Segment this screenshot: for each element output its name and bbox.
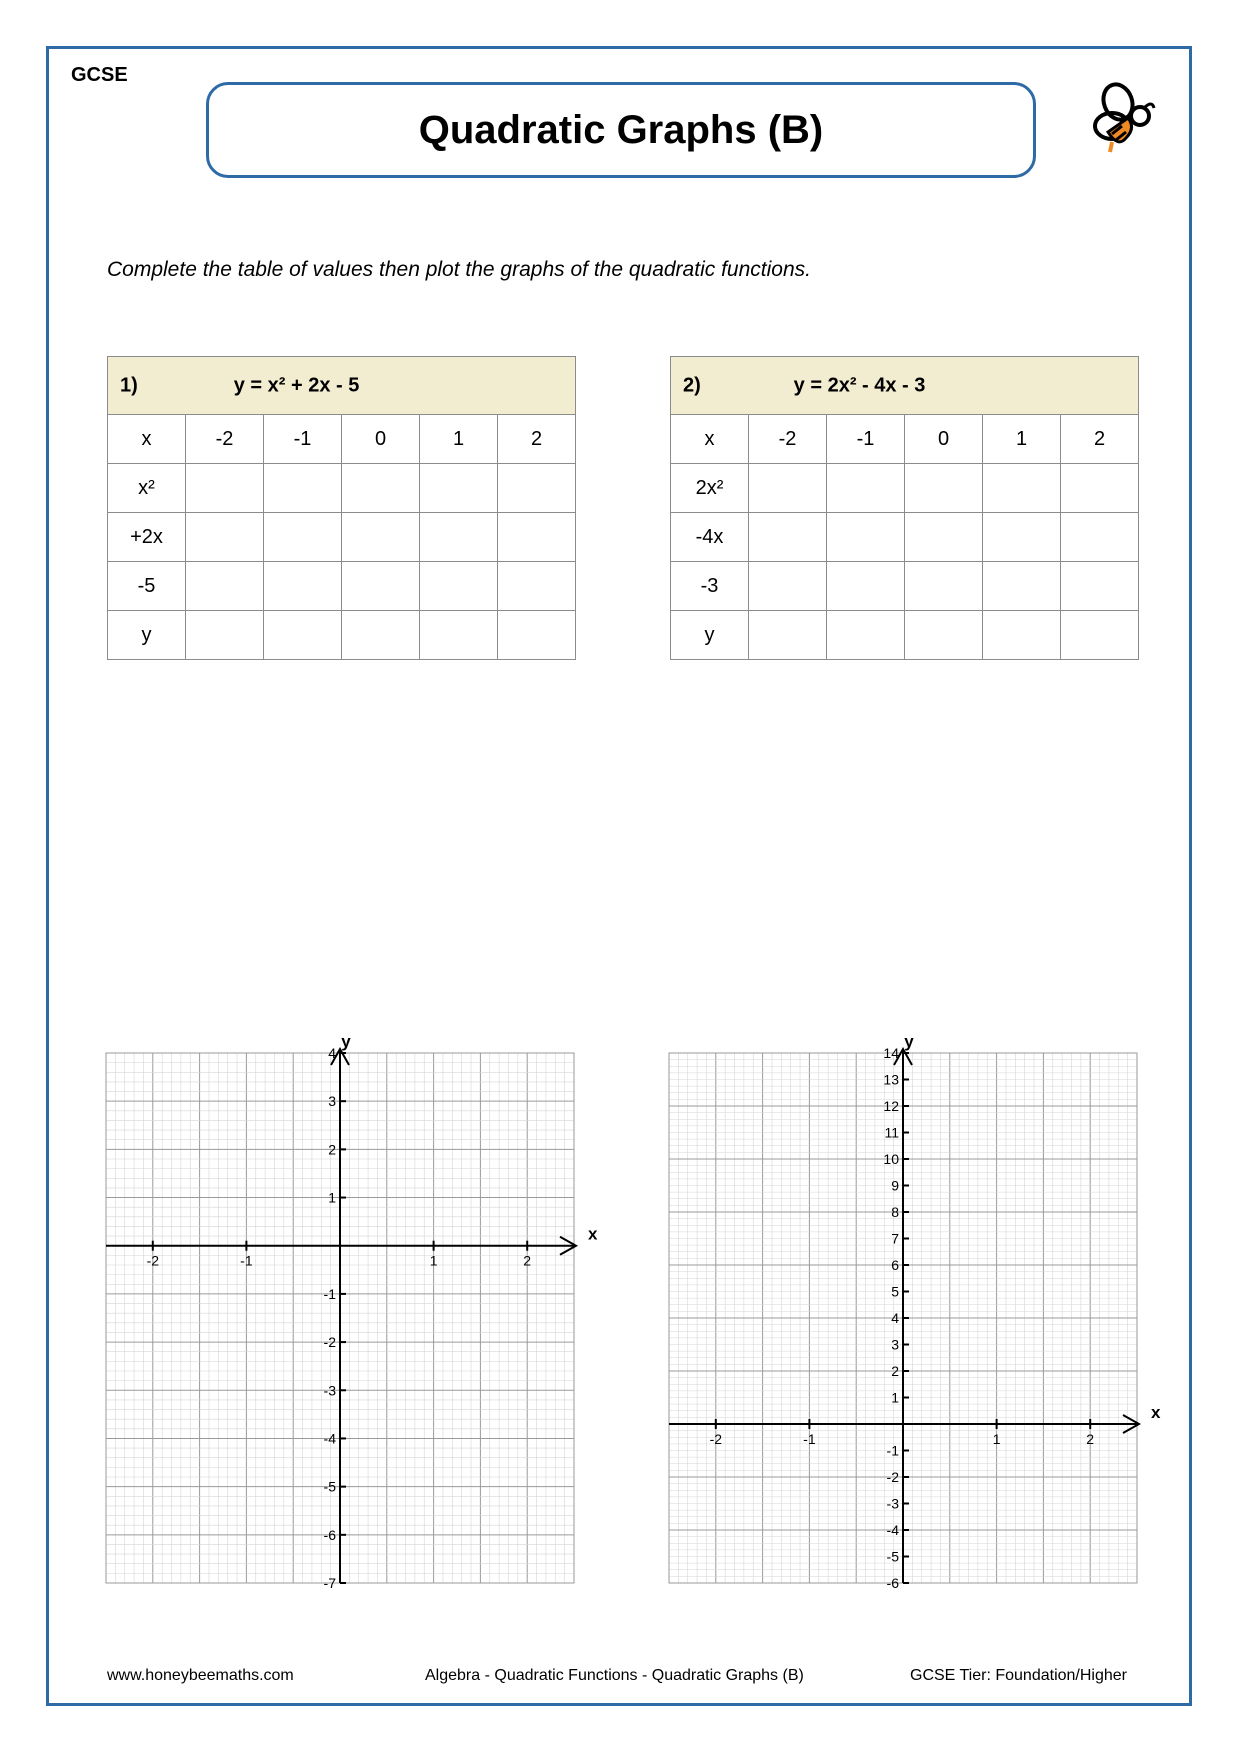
question-number: 1) (120, 374, 138, 396)
answer-cell[interactable] (420, 611, 498, 660)
y-tick-label: 2 (891, 1363, 899, 1379)
answer-cell[interactable] (905, 611, 983, 660)
answer-cell[interactable] (342, 611, 420, 660)
y-tick-label: 3 (328, 1093, 336, 1110)
answer-cell[interactable] (827, 611, 905, 660)
answer-cell[interactable] (827, 562, 905, 611)
y-tick-label: -5 (886, 1548, 899, 1565)
y-tick-label: 9 (891, 1177, 899, 1194)
table-of-values-1 (107, 356, 576, 660)
answer-cell[interactable] (264, 513, 342, 562)
question-number: 2) (683, 374, 701, 396)
answer-cell[interactable] (186, 611, 264, 660)
row-label: y (671, 611, 749, 660)
answer-cell[interactable] (827, 464, 905, 513)
row-label: -5 (108, 562, 186, 611)
answer-cell[interactable] (342, 464, 420, 513)
row-label: -4x (671, 513, 749, 562)
x-tick-label: -2 (709, 1431, 723, 1447)
bee-logo-icon (1088, 80, 1158, 156)
y-tick-label: -3 (323, 1382, 336, 1399)
table-header-row (671, 357, 1139, 415)
instructions: Complete the table of values then plot the graphs of the quadratic functions. (107, 258, 811, 281)
tier-tag: GCSE (71, 64, 128, 86)
y-tick-label: 5 (891, 1283, 899, 1300)
y-tick-label: -4 (323, 1430, 336, 1447)
x-axis-label: x (588, 1224, 598, 1244)
x-tick-label: 1 (429, 1252, 438, 1269)
row-label: x (671, 415, 749, 464)
answer-cell[interactable] (420, 562, 498, 611)
row-label: x² (108, 464, 186, 513)
answer-cell[interactable] (983, 562, 1061, 611)
y-tick-label: 11 (884, 1124, 899, 1141)
y-tick-label: -6 (323, 1526, 336, 1543)
answer-cell[interactable] (905, 562, 983, 611)
x-tick-label: 2 (523, 1252, 532, 1269)
y-tick-label: -4 (886, 1522, 899, 1538)
table-row (108, 611, 576, 660)
y-tick-label: -2 (886, 1469, 899, 1485)
y-axis-label: y (904, 1032, 914, 1051)
x-value: -1 (827, 415, 905, 464)
answer-cell[interactable] (420, 464, 498, 513)
y-tick-label: 7 (891, 1230, 899, 1247)
x-value: 0 (342, 415, 420, 464)
answer-cell[interactable] (186, 464, 264, 513)
row-label: y (108, 611, 186, 660)
answer-cell[interactable] (498, 513, 576, 562)
y-tick-label: 8 (891, 1204, 899, 1220)
y-tick-label: 10 (883, 1151, 899, 1167)
y-tick-label: -5 (323, 1478, 336, 1495)
answer-cell[interactable] (498, 562, 576, 611)
y-tick-label: -1 (323, 1285, 336, 1302)
table-header (108, 357, 576, 415)
y-tick-label: 12 (883, 1098, 899, 1114)
answer-cell[interactable] (186, 513, 264, 562)
y-tick-label: 14 (883, 1045, 899, 1061)
answer-cell[interactable] (498, 611, 576, 660)
table-row (108, 464, 576, 513)
x-tick-label: -1 (240, 1252, 253, 1269)
table-row-x (108, 415, 576, 464)
y-tick-label: -7 (323, 1575, 336, 1591)
table-row (671, 611, 1139, 660)
answer-cell[interactable] (264, 562, 342, 611)
table-row-x (671, 415, 1139, 464)
answer-cell[interactable] (1061, 513, 1139, 562)
footer-tier: GCSE Tier: Foundation/Higher (910, 1667, 1127, 1684)
y-axis-label: y (341, 1032, 351, 1051)
x-axis-label: x (1151, 1403, 1161, 1422)
page-title: Quadratic Graphs (B) (418, 107, 824, 152)
x-value: 2 (1061, 415, 1139, 464)
x-value: -1 (264, 415, 342, 464)
answer-cell[interactable] (827, 513, 905, 562)
x-value: -2 (186, 415, 264, 464)
table-row (108, 562, 576, 611)
table-row (671, 562, 1139, 611)
answer-cell[interactable] (498, 464, 576, 513)
row-label: -3 (671, 562, 749, 611)
y-tick-label: 4 (328, 1045, 336, 1061)
x-value: 1 (983, 415, 1061, 464)
answer-cell[interactable] (749, 513, 827, 562)
equation: y = 2x² - 4x - 3 (793, 374, 926, 396)
y-tick-label: 4 (891, 1310, 899, 1326)
x-value: -2 (749, 415, 827, 464)
answer-cell[interactable] (342, 562, 420, 611)
table-header-row (108, 357, 576, 415)
y-tick-label: -6 (886, 1575, 899, 1591)
answer-cell[interactable] (749, 464, 827, 513)
x-value: 0 (905, 415, 983, 464)
footer-website: www.honeybeemaths.com (107, 1667, 294, 1684)
answer-cell[interactable] (983, 513, 1061, 562)
table-of-values-2 (670, 356, 1139, 660)
y-tick-label: 13 (883, 1071, 899, 1088)
answer-cell[interactable] (264, 611, 342, 660)
y-tick-label: -3 (886, 1495, 899, 1512)
y-tick-label: -2 (323, 1334, 336, 1351)
answer-cell[interactable] (905, 513, 983, 562)
x-tick-label: -1 (803, 1431, 816, 1447)
y-tick-label: 6 (891, 1257, 899, 1273)
y-tick-label: 2 (328, 1141, 336, 1158)
answer-cell[interactable] (1061, 562, 1139, 611)
table-row (108, 513, 576, 562)
table-header (671, 357, 1139, 415)
y-tick-label: 1 (891, 1389, 899, 1406)
x-tick-label: 2 (1086, 1431, 1095, 1447)
answer-cell[interactable] (983, 611, 1061, 660)
row-label: x (108, 415, 186, 464)
answer-cell[interactable] (749, 611, 827, 660)
graph-grid-1[interactable] (100, 1032, 598, 1606)
answer-cell[interactable] (749, 562, 827, 611)
x-tick-label: 1 (992, 1431, 1001, 1447)
x-value: 1 (420, 415, 498, 464)
answer-cell[interactable] (905, 464, 983, 513)
equation: y = x² + 2x - 5 (233, 374, 360, 396)
answer-cell[interactable] (983, 464, 1061, 513)
title-box (206, 82, 1036, 178)
x-value: 2 (498, 415, 576, 464)
answer-cell[interactable] (264, 464, 342, 513)
y-tick-label: 1 (328, 1189, 336, 1206)
x-tick-label: -2 (146, 1252, 160, 1269)
y-tick-label: -1 (886, 1442, 899, 1459)
row-label: +2x (108, 513, 186, 562)
y-tick-label: 3 (891, 1336, 899, 1353)
table-row (671, 513, 1139, 562)
graph-grid-2[interactable] (663, 1032, 1161, 1606)
table-row (671, 464, 1139, 513)
answer-cell[interactable] (1061, 464, 1139, 513)
answer-cell[interactable] (342, 513, 420, 562)
footer-topic: Algebra - Quadratic Functions - Quadratic Graphs (B) (425, 1667, 804, 1684)
row-label: 2x² (671, 464, 749, 513)
answer-cell[interactable] (1061, 611, 1139, 660)
answer-cell[interactable] (420, 513, 498, 562)
answer-cell[interactable] (186, 562, 264, 611)
